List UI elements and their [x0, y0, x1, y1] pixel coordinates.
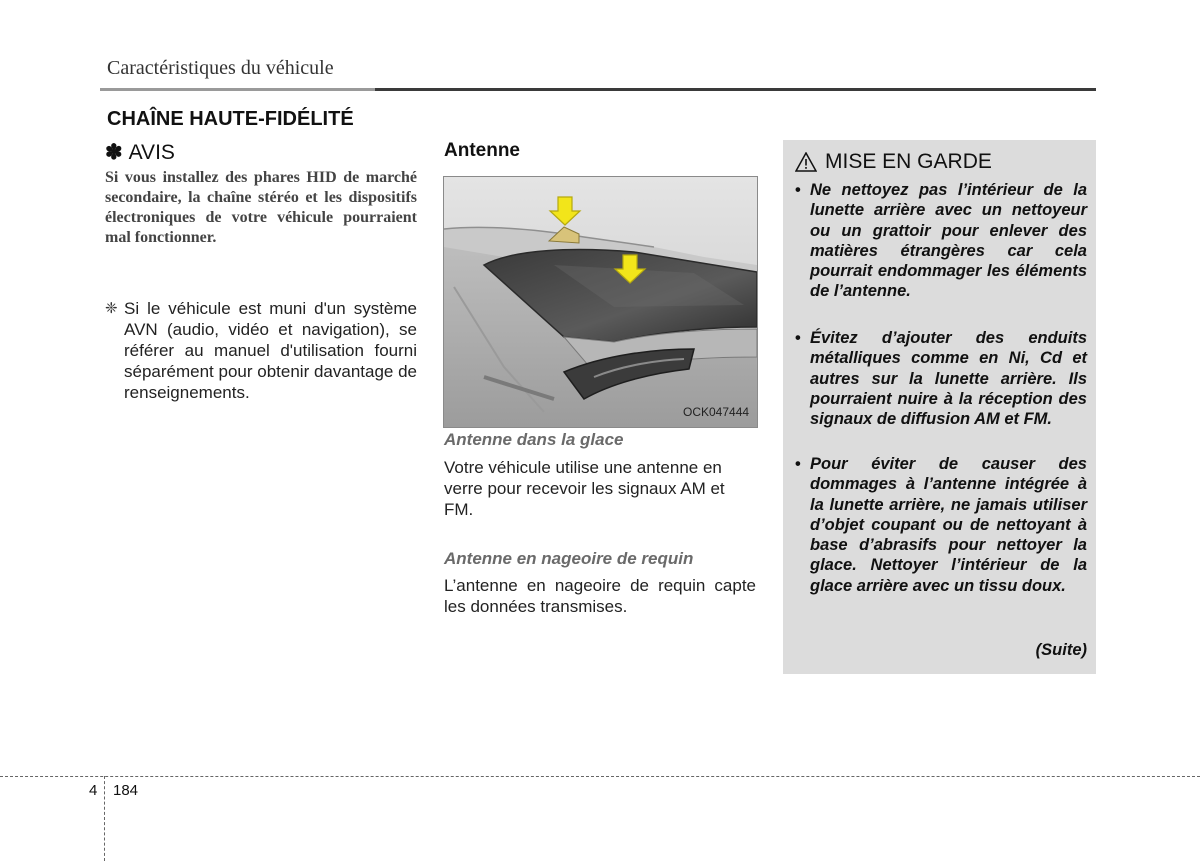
warning-triangle-icon [795, 152, 817, 172]
shark-fin-antenna-text: L’antenne en nageoire de requin capte les données transmises. [444, 576, 756, 616]
section-title: CHAÎNE HAUTE-FIDÉLITÉ [107, 108, 354, 130]
chapter-number: 4 [89, 782, 98, 799]
car-rear-window-illustration [443, 176, 758, 428]
bullet: • [795, 181, 801, 199]
bullet: • [795, 329, 801, 347]
asterisk-icon: ✽ [105, 141, 123, 164]
avis-text: Si vous installez des phares HID de marché secondaire, la chaîne stéréo et les dispositifs électroniques de votre véhicule pourraient mal fonctionner. [105, 169, 417, 246]
continued-label: (Suite) [1035, 641, 1087, 659]
avis-heading-label: AVIS [128, 141, 175, 164]
footer-rule [0, 776, 1200, 777]
caution-title-label: MISE EN GARDE [825, 150, 992, 173]
note-text: Si le véhicule est muni d'un système AVN (audio, vidéo et navigation), se référer au manuel d'utilisation fourni séparément pour obtenir davantage de renseignements. [124, 299, 417, 402]
note-symbol-icon: ❈ [105, 300, 118, 317]
shark-fin-antenna-subheading: Antenne en nageoire de requin [444, 549, 694, 568]
page-number: 184 [113, 782, 139, 799]
figure-code: OCK047444 [683, 405, 750, 419]
running-header: Caractéristiques du véhicule [107, 57, 334, 79]
footer-vertical-rule [104, 776, 105, 861]
avis-heading [105, 140, 175, 165]
glass-antenna-subheading: Antenne dans la glace [444, 430, 624, 449]
header-rule [0, 88, 1096, 91]
glass-antenna-text: Votre véhicule utilise une antenne en verre pour recevoir les signaux AM et FM. [444, 458, 725, 519]
caution-item [795, 180, 1087, 302]
caution-item-text: Pour éviter de causer des dommages à l’antenne intégrée à la lunette arrière, ne jamais utiliser d’objet coupant ou de nettoyant à base d’abrasifs pour nettoyer la glace. Nettoyer l’intérieur de la glace arrière avec un tissu doux. [810, 455, 1087, 595]
caution-title [795, 150, 992, 174]
bullet: • [795, 455, 801, 473]
antenne-heading: Antenne [444, 140, 520, 161]
caution-item [795, 328, 1087, 429]
caution-item-text: Ne nettoyez pas l’intérieur de la lunette arrière avec un nettoyeur ou un grattoir pour enlever des matières étrangères car cela pourrait endommager les éléments de l’antenne. [810, 181, 1087, 301]
caution-item-text: Évitez d’ajouter des enduits métalliques comme en Ni, Cd et autres sur la lunette arrière. Ils pourraient nuire à la réception des signaux de diffusion AM et FM. [810, 329, 1087, 429]
caution-item [795, 454, 1087, 596]
